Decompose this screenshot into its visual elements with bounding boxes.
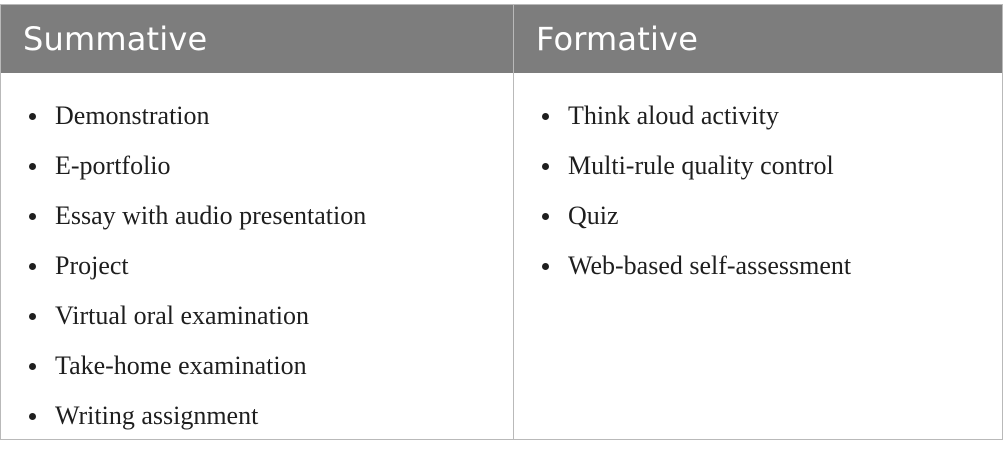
summative-header: Summative [1,5,513,73]
bullet-icon [542,113,549,120]
bullet-icon [29,263,36,270]
list-item [1,191,513,241]
assessment-table [0,4,1003,440]
formative-column [514,5,1002,439]
list-item [1,141,513,191]
list-item [1,341,513,391]
summative-column [1,5,514,439]
formative-header: Formative [514,5,1002,73]
bullet-icon [29,213,36,220]
list-item [514,141,1002,191]
list-item [1,91,513,141]
list-item-label: E-portfolio [55,151,171,180]
bullet-icon [29,313,36,320]
list-item-label: Demonstration [55,101,210,130]
bullet-icon [542,213,549,220]
list-item-label: Project [55,251,129,280]
list-item-label: Quiz [568,201,619,230]
list-item [514,91,1002,141]
list-item-label: Writing assignment [55,401,259,430]
summative-list [1,73,513,441]
formative-list [514,73,1002,291]
bullet-icon [29,363,36,370]
bullet-icon [542,163,549,170]
list-item [514,191,1002,241]
list-item-label: Web-based self-assessment [568,251,852,280]
bullet-icon [542,263,549,270]
list-item [1,241,513,291]
list-item-label: Multi-rule quality control [568,151,834,180]
list-item-label: Take-home examination [55,351,307,380]
bullet-icon [29,163,36,170]
bullet-icon [29,413,36,420]
list-item-label: Think aloud activity [568,101,779,130]
list-item-label: Virtual oral examination [55,301,310,330]
bullet-icon [29,113,36,120]
list-item [1,291,513,341]
list-item [514,241,1002,291]
list-item-label: Essay with audio presentation [55,201,367,230]
list-item [1,391,513,441]
